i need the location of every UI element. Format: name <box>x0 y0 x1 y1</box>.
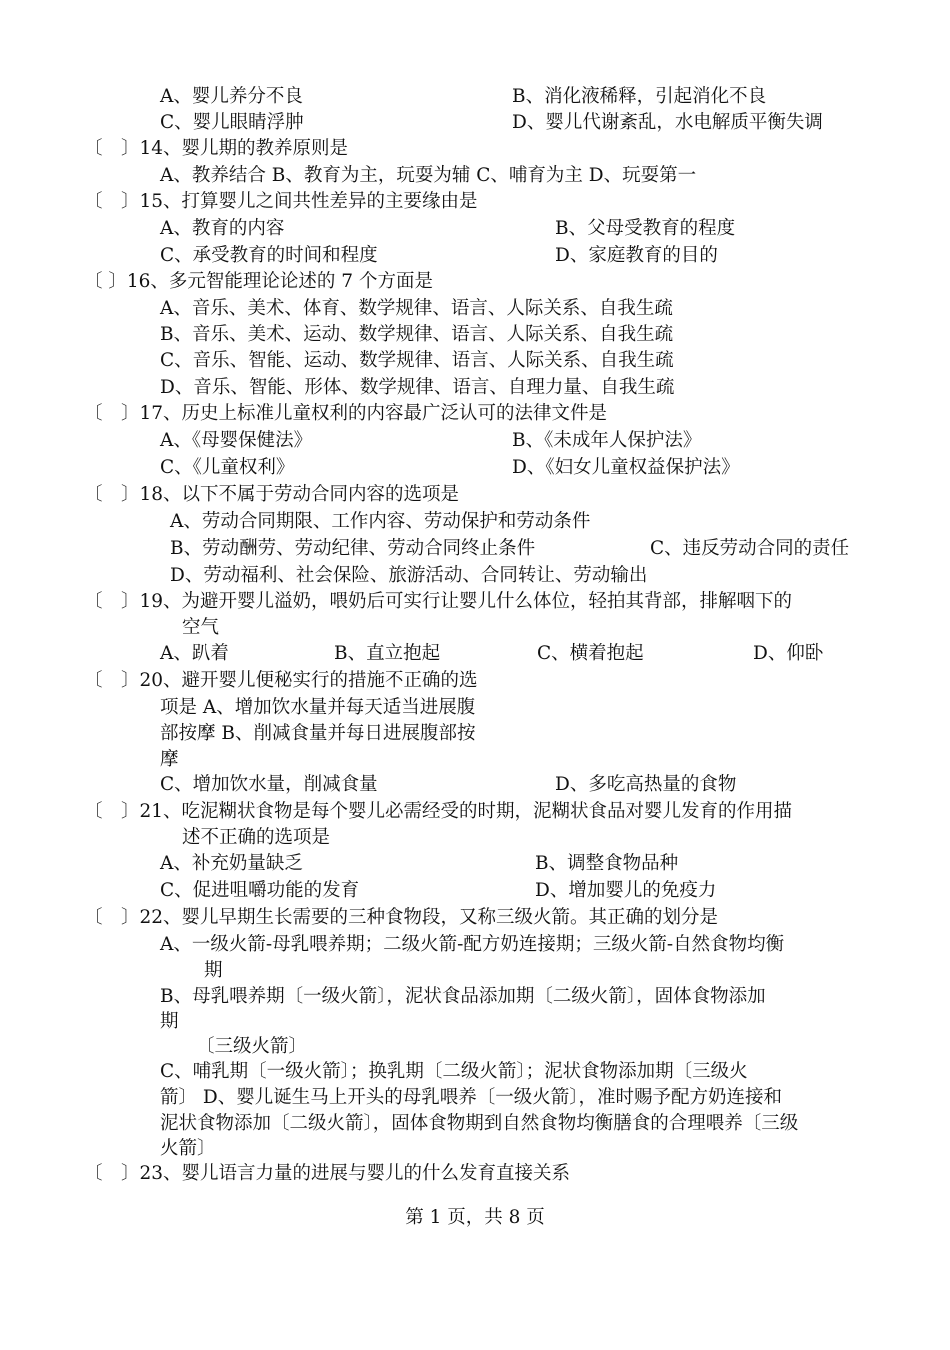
q22-stem: 〔 〕22、婴儿早期生长需要的三种食物段，又称三级火箭。其正确的划分是 <box>84 907 719 928</box>
q13-option-c: C、婴儿眼睛浮肿 <box>160 112 304 133</box>
q19-option-c: C、横着抱起 <box>537 643 644 664</box>
q19-option-d: D、仰卧 <box>753 643 824 664</box>
q21-option-a: A、补充奶量缺乏 <box>160 853 303 874</box>
q23-stem: 〔 〕23、婴儿语言力量的进展与婴儿的什么发育直接关系 <box>84 1163 571 1184</box>
q15-option-c: C、承受教育的时间和程度 <box>160 245 378 266</box>
q20-option-d: D、多吃高热量的食物 <box>555 774 737 795</box>
q20-stem-line-1: 〔 〕20、避开婴儿便秘实行的措施不正确的选 <box>84 670 478 691</box>
q17-option-a: A、《母婴保健法》 <box>160 430 313 451</box>
q15-option-a: A、教育的内容 <box>160 218 285 239</box>
q16-option-c: C、音乐、智能、运动、数学规律、语言、人际关系、自我生疏 <box>160 350 674 371</box>
q19-stem: 〔 〕19、为避开婴儿溢奶，喂奶后可实行让婴儿什么体位，轻拍其背部，排解咽下的 <box>84 591 793 612</box>
q19-option-a: A、趴着 <box>160 643 229 664</box>
q22-option-c-line-1: C、哺乳期〔一级火箭〕；换乳期〔二级火箭〕；泥状食物添加期〔三级火 <box>160 1061 748 1082</box>
q16-option-b: B、音乐、美术、运动、数学规律、语言、人际关系、自我生疏 <box>160 324 674 345</box>
q14-options: A、教养结合 B、教育为主，玩耍为辅 C、哺育为主 D、玩耍第一 <box>160 165 697 186</box>
q22-option-b-line-2: 期 <box>160 1011 179 1032</box>
q15-option-d: D、家庭教育的目的 <box>555 245 718 266</box>
q16-option-d: D、音乐、智能、形体、数学规律、语言、自理力量、自我生疏 <box>160 377 675 398</box>
q21-stem: 〔 〕21、吃泥糊状食物是每个婴儿必需经受的时期，泥糊状食品对婴儿发育的作用描 <box>84 801 793 822</box>
q22-option-c-line-3: 泥状食物添加〔二级火箭〕，固体食物期到自然食物均衡膳食的合理喂养〔三级 <box>160 1113 799 1134</box>
q21-option-c: C、促进咀嚼功能的发育 <box>160 880 360 901</box>
page-number-footer: 第 1 页，共 8 页 <box>405 1207 545 1228</box>
q22-option-c-line-4: 火箭〕 <box>160 1138 216 1159</box>
q19-stem-continued: 空气 <box>182 617 220 638</box>
q22-option-b-line-1: B、母乳喂养期〔一级火箭〕，泥状食品添加期〔二级火箭〕，固体食物添加 <box>160 986 766 1007</box>
q14-stem: 〔 〕14、婴儿期的教养原则是 <box>84 138 349 159</box>
q22-option-a-line-1: A、一级火箭-母乳喂养期；二级火箭-配方奶连接期；三级火箭-自然食物均衡 <box>160 934 785 955</box>
q13-option-a: A、婴儿养分不良 <box>160 86 303 107</box>
q15-option-b: B、父母受教育的程度 <box>555 218 736 239</box>
q17-stem: 〔 〕17、历史上标准儿童权利的内容最广泛认可的法律文件是 <box>84 403 608 424</box>
q16-option-a: A、音乐、美术、体育、数学规律、语言、人际关系、自我生疏 <box>160 298 673 319</box>
q17-option-d: D、《妇女儿童权益保护法》 <box>512 457 740 478</box>
q15-stem: 〔 〕15、打算婴儿之间共性差异的主要缘由是 <box>84 191 478 212</box>
q22-option-b-line-3: 〔三级火箭〕 <box>196 1036 308 1057</box>
q17-option-c: C、《儿童权利》 <box>160 457 295 478</box>
q19-option-b: B、直立抱起 <box>334 643 441 664</box>
q20-stem-line-3: 部按摩 B、削减食量并每日进展腹部按 <box>160 723 476 744</box>
q20-stem-line-4: 摩 <box>160 749 179 770</box>
q22-option-a-line-2: 期 <box>204 960 223 981</box>
q13-option-b: B、消化液稀释，引起消化不良 <box>512 86 767 107</box>
q20-option-c: C、增加饮水量，削减食量 <box>160 774 378 795</box>
q18-option-a: A、劳动合同期限、工作内容、劳动保护和劳动条件 <box>170 511 591 532</box>
q21-option-b: B、调整食物品种 <box>535 853 679 874</box>
q18-option-c: C、违反劳动合同的责任 <box>650 538 850 559</box>
q16-stem: 〔 〕16、多元智能理论论述的 7 个方面是 <box>84 271 433 292</box>
q21-option-d: D、增加婴儿的免疫力 <box>535 880 717 901</box>
q18-stem: 〔 〕18、以下不属于劳动合同内容的选项是 <box>84 484 460 505</box>
q13-option-d: D、婴儿代谢紊乱，水电解质平衡失调 <box>512 112 823 133</box>
q20-stem-line-2: 项是 A、增加饮水量并每天适当进展腹 <box>160 697 476 718</box>
q18-option-b: B、劳动酬劳、劳动纪律、劳动合同终止条件 <box>170 538 536 559</box>
q17-option-b: B、《未成年人保护法》 <box>512 430 702 451</box>
q21-stem-continued: 述不正确的选项是 <box>182 827 331 848</box>
q22-option-c-line-2: 箭〕 D、婴儿诞生马上开头的母乳喂养〔一级火箭〕，准时赐予配方奶连接和 <box>160 1087 782 1108</box>
q18-option-d: D、劳动福利、社会保险、旅游活动、合同转让、劳动输出 <box>170 565 648 586</box>
